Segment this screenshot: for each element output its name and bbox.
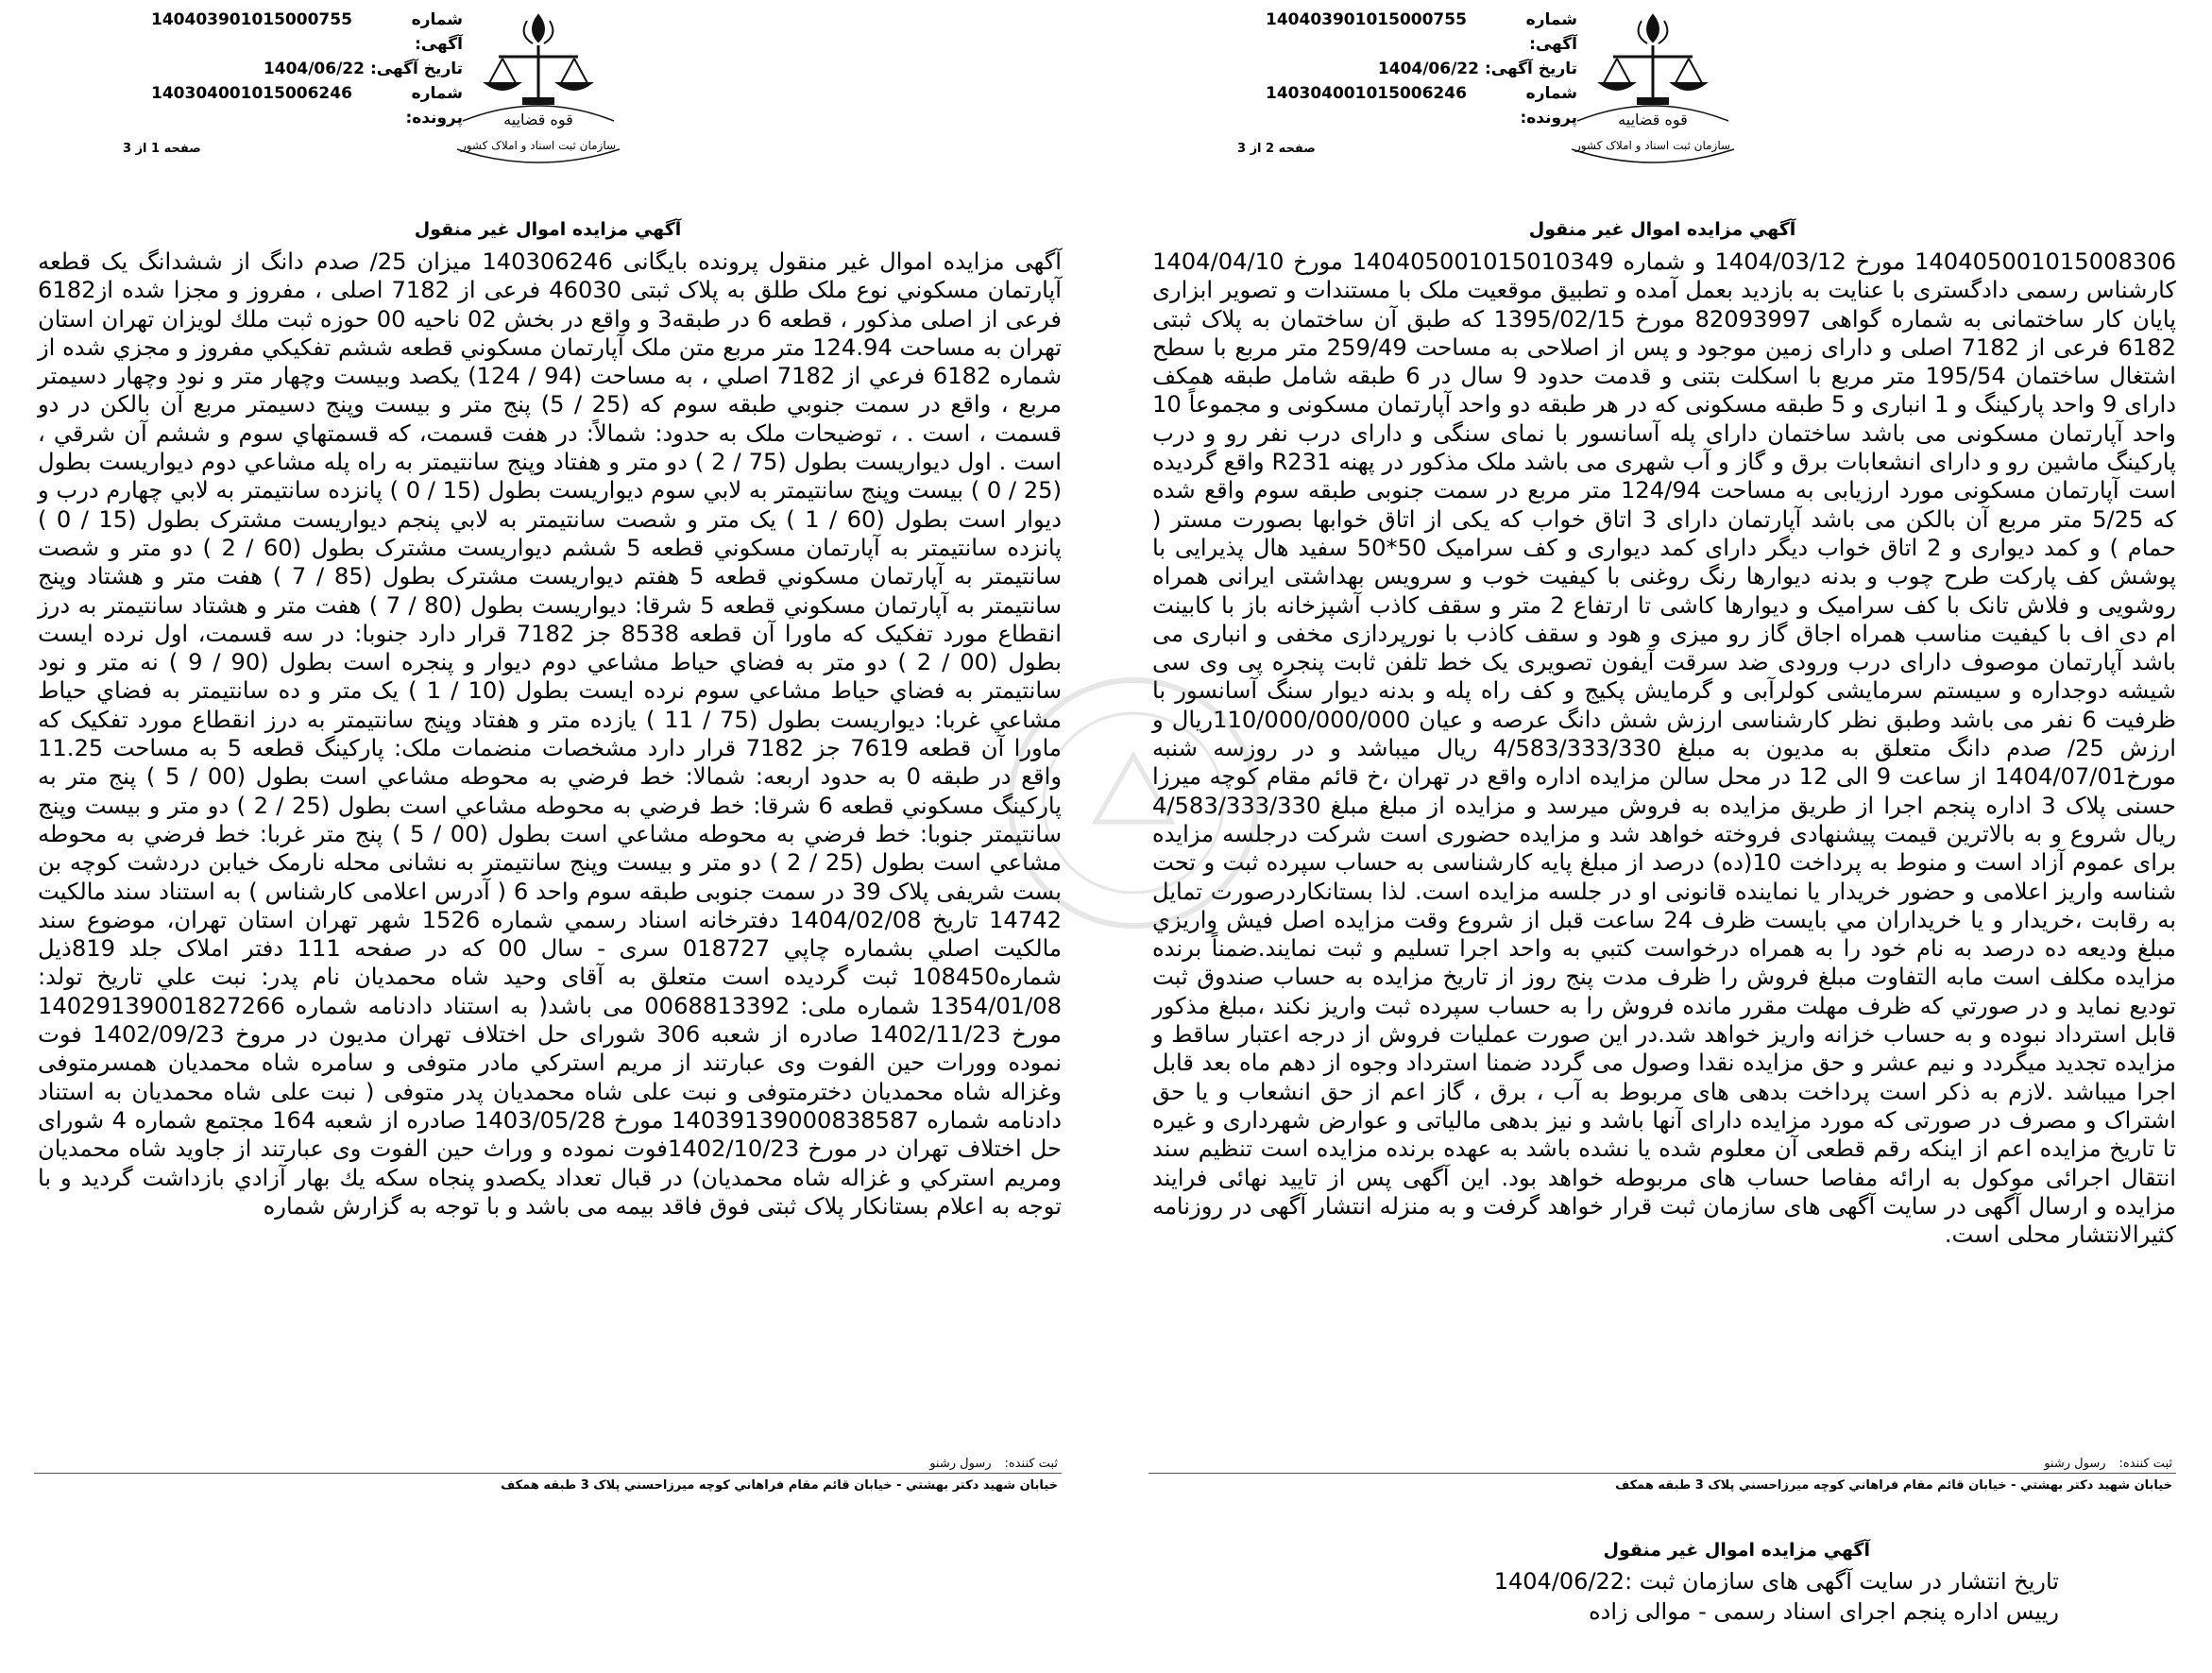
ad-date-row [151,57,463,81]
ad-date-label: تاریخ آگهی: [1484,60,1577,78]
ad-number-label: شماره آگهی: [411,10,463,54]
case-number-row [1266,81,1577,130]
page-2-meta [1266,8,1577,130]
case-number-label: شماره پرونده: [405,84,463,128]
page-number: صفحه 1 از 3 [123,142,201,156]
registrar [2044,1457,2172,1471]
ad-number-row [1266,8,1577,57]
emblem-text-bottom: سازمان ثبت اسناد و املاک کشور [1574,139,1731,152]
registrar-name: رسول رشنو [2044,1457,2106,1471]
ad-number: 140403901015000755 [151,10,352,29]
case-number: 140304001015006246 [1266,84,1467,103]
emblem-text-top: قوه قضاییه [1618,111,1688,128]
judiciary-emblem-icon [444,8,633,187]
ad-date: 1404/06/22 [263,60,365,78]
case-number: 140304001015006246 [151,84,352,103]
watermark-seal-icon [992,661,1275,945]
ad-number-row [151,8,463,57]
office-address: خیابان شهید دکتر بهشتي - خیابان قائم مقام فراهاني کوچه میرزاحسني پلاک 3 طبقه همکف [1615,1478,2172,1493]
page-number: صفحه 2 از 3 [1237,142,1316,156]
ad-body-text: 140405001015008306 مورخ 1404/03/12 و شماره 140405001015010349 مورخ 1404/04/10 کارشناس رسمی دادگستری با عنایت به بازدید بعمل آمده و تطبیق موقعیت ملک با مستندات و تصویر ابزاری پایان کار ساختمانی به شماره گواهی 82093997 مورخ 1395/02/15 که طبق آن ساختمان به پلاک ثبتی 6182 فرعی از 7182 اصلی و دارای زمین موجود و پس از اصلاحی به مساحت 259/49 متر مربع با سطح اشتغال ساختمان 195/54 متر مربع با اسکلت بتنی و قدمت حدود 9 سال در 6 طبقه شامل طبقه همکف دارای 9 واحد پارکینگ و 1 انباری و 5 طبقه مسکونی که در هر طبقه دو واحد آپارتمان مسکونی و مجموعاً 10 واحد آپارتمان مسکونی می باشد ساختمان دارای پله آسانسور با نمای سنگی و دارای درب نفر رو و درب پارکینگ ماشین رو و دارای انشعابات برق و گاز و آب شهری می باشد ملک مذکور در پهنه R231 واقع گردیده است آپارتمان مسکونی مورد ارزیابی به مساحت 124/94 متر مربع در سمت جنوبی طبقه سوم واقع شده که 5/25 متر مربع آن بالکن می باشد آپارتمان دارای 3 اتاق خواب که یکی از اتاق خوابها بصورت مستر ( حمام ) و کمد دیواری و 2 اتاق خواب دیگر دارای کمد دیواری و کف سرامیک 50*50 سفید هال پذیرایی با پوشش کف پارکت طرح چوب و بدنه دیوارها رنگ روغنی با کیفیت خوب و سرویس بهداشتی ایرانی همراه روشویی و فلاش تانک با کف سرامیک و دیوارها کاشی تا ارتفاع 2 متر و سقف کاذب آشپزخانه باز با کابینت ام دی اف با کیفیت مناسب همراه اجاق گاز رو میزی و هود و سقف کاذب با نورپردازی مخفی و انباری می باشد آپارتمان موصوف دارای درب ورودی ضد سرقت آیفون تصویری یک خط تلفن ثابت پنجره پی وی سی شیشه دوجداره و سیستم سرمایشی کولرآبی و گرمایش پکیج و کف راه پله و بدنه دیوار سنگ آسانسور با ظرفیت 6 نفر می باشد وطبق نظر کارشناسی ارزش شش دانگ عرصه و عیان 110/000/000/000ریال و ارزش 25/ صدم دانگ متعلق به مدیون به مبلغ 4/583/333/330 ریال میباشد و در روزسه شنبه مورخ1404/07/01 از ساعت 9 الی 12 در محل سالن مزایده اداره واقع در تهران ،خ قائم مقام کوچه میرزا حسنی پلاک 3 اداره پنجم اجرا از طریق مزایده به فروش میرسد و مزایده از مبلغ مبلغ 4/583/333/330 ریال شروع و به بالاترین قیمت پیشنهادی فروخته خواهد شد و مزایده حضوری است شرکت درجلسه مزایده برای عموم آزاد است و منوط به پرداخت 10(ده) درصد از مبلغ پایه کارشناسی به حساب سپرده ثبت و تحت شناسه واریز اعلامی و حضور خریدار یا نماینده قانونی او در جلسه مزایده است. لذا بستانکاردرصورت تمایل به رقابت ،خریدار و یا خریداران مي بايست ظرف 24 ساعت قبل از شروع وقت مزايده اصل فيش واريزي مبلغ وديعه ده درصد به نام خود را به همراه درخواست کتبي به واحد اجرا تسليم و ثبت نمايند.ضمناً برنده مزایده مکلف است مابه التفاوت مبلغ فروش را ظرف مدت پنج روز از تاریخ مزایده به حساب صندوق ثبت توديع نماید و در صورتي كه ظرف مهلت مقرر مانده فروش را به حساب سپرده ثبت واریز نکند ،مبلغ مذکور قابل استرداد نبوده و به حساب خزانه واریز خواهد شد.در این صورت عملیات فروش از درجه اعتبار ساقط و مزایده تجدید میگردد و نیم عشر و حق مزایده نقدا وصول می گردد ضمنا استرداد وجوه از دهم ماه بعد قابل اجرا میباشد .لازم به ذکر است پرداخت بدهی های مربوط به آب ، برق ، گاز اعم از حق انشعاب و یا حق اشتراک و مصرف در صورتی که مورد مزایده دارای آنها باشد و نیز بدهی مالیاتی و عوارض شهرداری و غیره تا تاریخ مزایده اعم از اینکه رقم قطعی آن معلوم شده یا نشده باشد به عهده برنده مزایده است تنظیم سند انتقال اجرائی موکول به ارائه مفاصا حساب های مربوطه خواهد بود. این آگهی پس از تایید نهائی فرایند مزایده و ارسال آگهی در سایت آگهی های سازمان ثبت قرار خواهد گرفت و به منزله انتشار آگهی در روزنامه کثیرالانتشار محلی است. [1152,248,2177,1249]
judiciary-emblem-icon [1558,8,1747,187]
divider [34,1473,1062,1474]
emblem-text-top: قوه قضاییه [503,111,573,128]
divider [1149,1473,2176,1474]
registrar-label: ثبت کننده: [1004,1457,1058,1471]
registrar-name: رسول رشنو [929,1457,992,1471]
footer [1237,1540,2059,1627]
page-title: آگهي مزايده اموال غير منقول [1528,219,1796,240]
registrar-label: ثبت کننده: [2118,1457,2172,1471]
signature-line: رييس اداره پنجم اجرای اسناد رسمی - موالی زاده [1589,1598,2059,1625]
case-number-label: شماره پرونده: [1520,84,1577,128]
page-1 [0,0,1096,1493]
emblem-text-bottom: سازمان ثبت اسناد و املاک کشور [460,139,617,152]
ad-date-row [1266,57,1577,81]
case-number-row [151,81,463,130]
publish-date-line: تاریخ انتشار در سایت آگهی های سازمان ثبت :1404/06/22 [1493,1568,2059,1595]
registrar [929,1457,1058,1471]
page-1-meta [151,8,463,130]
ad-number: 140403901015000755 [1266,10,1467,29]
ad-body-text: آگهی مزایده اموال غیر منقول پرونده بایگانی 140306246 میزان 25/ صدم دانگ از ششدانگ یک قطعه آپارتمان مسکوني نوع ملک طلق به پلاک ثبتی 46030 فرعی از 7182 اصلی ، مفروز و مجزا شده از6182 فرعی از اصلی مذکور ، قطعه 6 در طبقه3 و واقع در بخش 02 ناحیه 00 حوزه ثبت ملك لویزان تهران استان تهران به مساحت 124.94 متر مربع متن ملک آپارتمان مسکوني قطعه ششم تفکيکي مفروز و مجزي شده از شماره 6182 فرعي از 7182 اصلي ، به مساحت (94 / 124) يکصد وبيست وچهار متر و نود وچهار دسيمتر مربع ، واقع در سمت جنوبي طبقه سوم که (25 / 5) پنج متر و بيست وپنج دسيمتر مربع آن بالکن در دو قسمت ، است . ، توضیحات ملک به حدود: شمالاً: در هفت قسمت، که قسمتهاي سوم و ششم آن شرقي ، است . اول ديواريست بطول (75 / 2 ) دو متر و هفتاد وپنج سانتيمتر به راه پله مشاعي دوم ديواريست بطول (25 / 0 ) بيست وپنج سانتيمتر به لابي سوم ديواريست بطول (15 / 0 ) پانزده سانتيمتر به لابي چهارم درب و ديوار است بطول (60 / 1 ) يک متر و شصت سانتيمتر به لابي پنجم ديواريست مشترک بطول (15 / 0 ) پانزده سانتيمتر به آپارتمان مسکوني قطعه 5 ششم ديواريست مشترک بطول (60 / 2 ) دو متر و شصت سانتيمتر به آپارتمان مسکوني قطعه 5 هفتم ديواريست مشترک بطول (85 / 7 ) هفت متر و هشتاد وپنج سانتيمتر به آپارتمان مسکوني قطعه 5 شرقا: ديواريست بطول (80 / 7 ) هفت متر و هشتاد سانتيمتر به درز انقطاع مورد تفکيک که ماورا آن قطعه 8538 جز 7182 قرار دارد جنوبا: در سه قسمت، اول نرده ايست بطول (00 / 2 ) دو متر به فضاي حياط مشاعي دوم ديوار و پنجره است بطول (90 / 9 ) نه متر و نود سانتيمتر به فضاي حياط مشاعي سوم نرده ايست بطول (10 / 1 ) يک متر و ده سانتيمتر به فضاي حياط مشاعي غربا: ديواريست بطول (75 / 11 ) يازده متر و هفتاد وپنج سانتيمتر به درز انقطاع مورد تفکيک که ماورا آن قطعه 7619 جز 7182 قرار دارد مشخصات منضمات ملک: پارکينگ قطعه 5 به مساحت 11.25 واقع در طبقه 0 به حدود اربعه: شمالا: خط فرضي به محوطه مشاعي است بطول (00 / 5 ) پنج متر به پارکينگ مسکوني قطعه 6 شرقا: خط فرضي به محوطه مشاعي است بطول (25 / 2 ) دو متر و بيست وپنج سانتيمتر جنوبا: خط فرضي به محوطه مشاعي است بطول (00 / 5 ) پنج متر غربا: خط فرضي به محوطه مشاعي است بطول (25 / 2 ) دو متر و بيست وپنج سانتيمتر به نشانی محله نارمک خیابن دردشت کوچه بن بست شریفی پلاک 39 در سمت جنوبی طبقه سوم واحد 6 ( آدرس اعلامی کارشناس ) به استناد سند مالکیت 14742 تاریخ 1404/02/08 دفترخانه اسناد رسمي شماره 1526 شهر تهران استان تهران، موضوع سند مالکيت اصلي بشماره چاپي 018727 سری - سال 00 که در صفحه 111 دفتر املاک جلد 819ذیل شماره108450 ثبت گردیده است متعلق به آقای وحيد شاه محمديان نام پدر: نبت علي تاريخ تولد: 1354/01/08 شماره ملی: 0068813392 می باشد( به استناد دادنامه شماره 14029139001827266 مورخ 1402/11/23 صادره از شعبه 306 شورای حل اختلاف تهران مدیون در مروخ 1402/09/23 فوت نموده وورات حین الفوت وی عبارتند از مریم استرکي مادر متوفی و سامره شاه محمدیان همسرمتوفی وغزاله شاه محمدیان دخترمتوفی و نبت علی شاه محمدیان پدر متوفی ( نبت علی شاه محمدیان به استناد دادنامه شماره 14039139000838587 مورخ 1403/05/28 صادره از شعبه 164 مجتمع شماره 4 شورای حل اختلاف تهران در مورخ 1402/10/23فوت نموده و وراث حین الفوت وی عبارتند از جاوید شاه محمدیان ومريم استرکي و غزاله شاه محمديان) در قبال تعداد يکصدو پنجاه سکه يك بهار آزادي بازداشت گرديد و با توجه به اعلام بستانکار پلاک ثبتی فوق فاقد بیمه می باشد و با توجه به گزارش شماره [38,248,1063,1220]
page-2 [1115,0,2210,1493]
page-title: آگهي مزايده اموال غير منقول [414,219,682,240]
footer-title: آگهي مزايده اموال غير منقول [1603,1540,1870,1561]
ad-date-label: تاریخ آگهی: [369,60,463,78]
ad-number-label: شماره آگهی: [1525,10,1577,54]
ad-date: 1404/06/22 [1377,60,1479,78]
office-address: خیابان شهید دکتر بهشتي - خیابان قائم مقام فراهاني کوچه میرزاحسني پلاک 3 طبقه همکف [501,1478,1058,1493]
